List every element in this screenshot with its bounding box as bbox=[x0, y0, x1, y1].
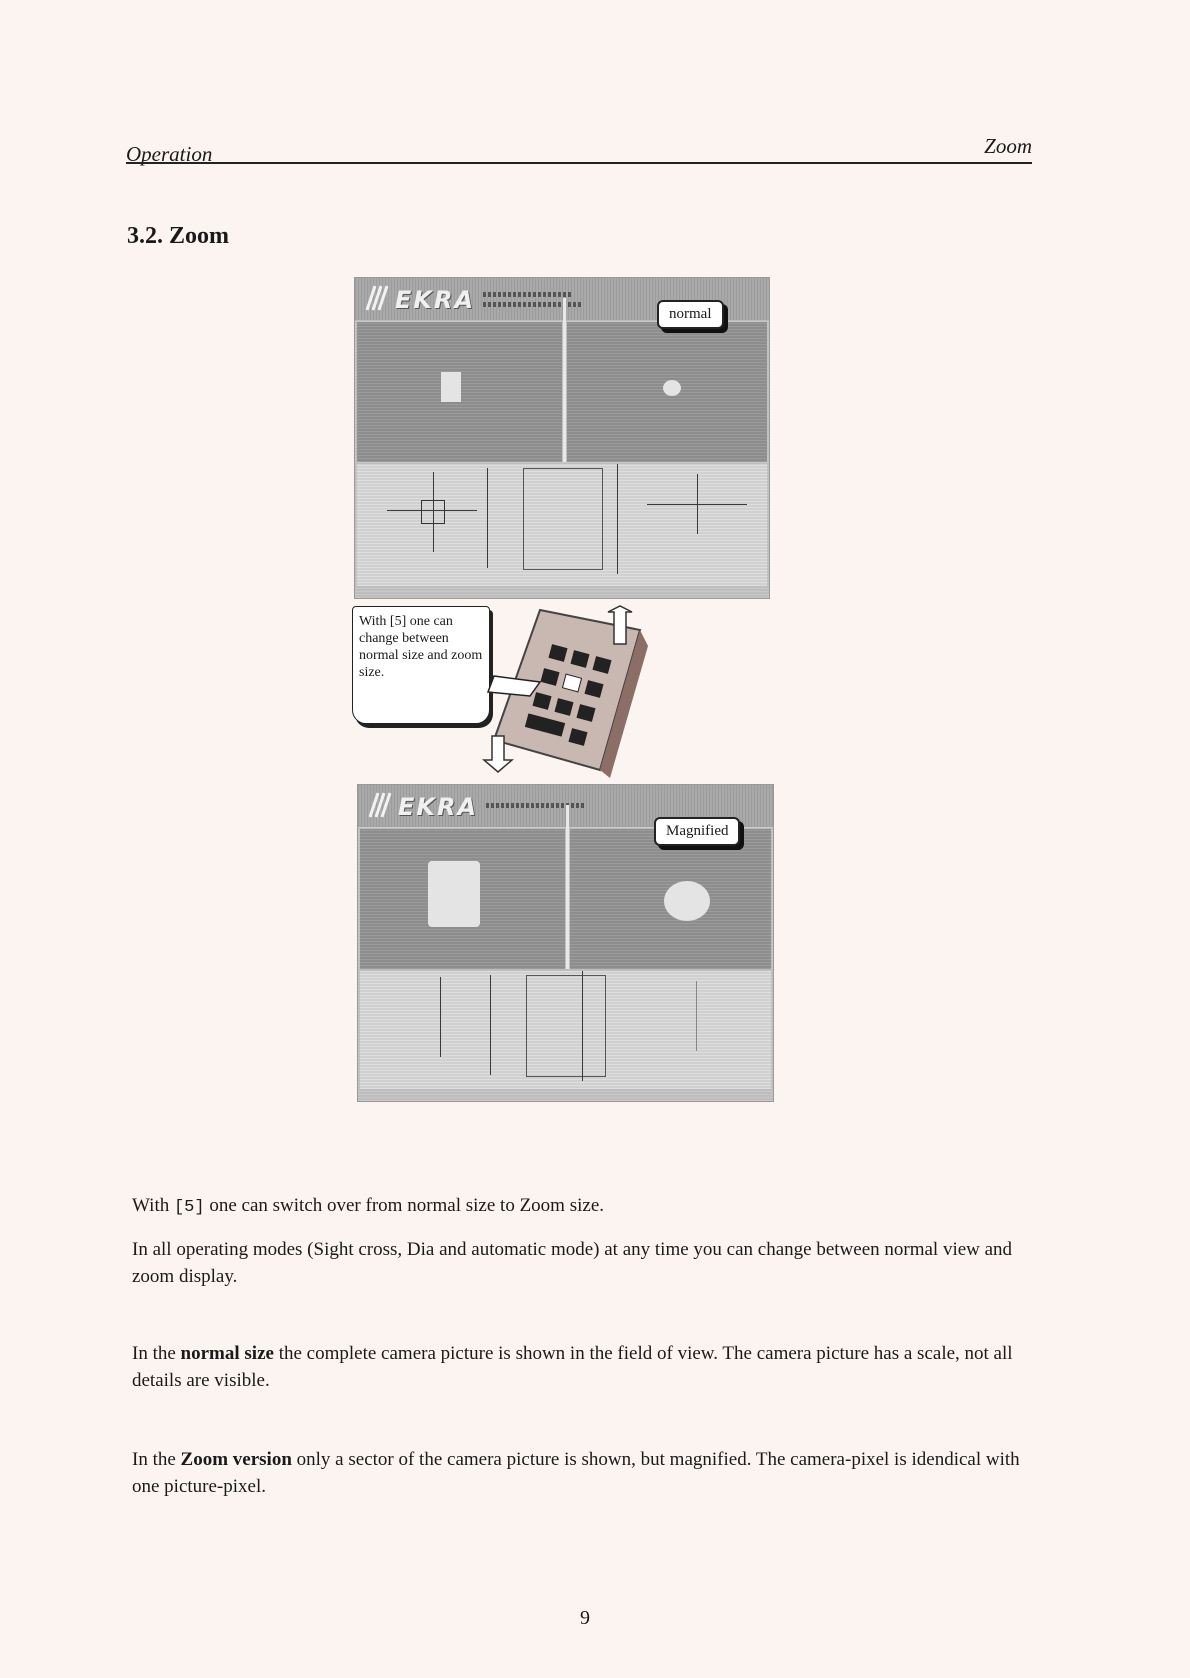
page-number: 9 bbox=[580, 1607, 590, 1629]
callout-box: With [5] one can change between normal size and zoom size. bbox=[352, 606, 490, 724]
pad-image-large bbox=[428, 861, 480, 927]
key-5-reference: [5] bbox=[173, 1198, 205, 1217]
header-topic: Zoom bbox=[984, 134, 1032, 158]
keypad-icon bbox=[480, 600, 650, 780]
p3-prefix: In the bbox=[132, 1343, 181, 1364]
ekra-logo-text: EKRA bbox=[398, 793, 479, 821]
paragraph-normal-size bbox=[132, 1340, 1038, 1394]
ball-image-small bbox=[663, 380, 681, 396]
p4-prefix: In the bbox=[132, 1449, 181, 1470]
p4-term: Zoom version bbox=[180, 1449, 292, 1470]
ekra-logo-icon bbox=[366, 791, 394, 819]
paragraph-zoom-version bbox=[132, 1446, 1038, 1500]
p3-suffix: the complete camera picture is shown in the field of view. The camera picture has a scale, not all details are visible. bbox=[132, 1343, 1013, 1391]
p4-suffix: only a sector of the camera picture is shown, but magnified. The camera-pixel is idendical with one picture-pixel. bbox=[132, 1449, 1020, 1497]
header-rule bbox=[126, 162, 1032, 164]
measurement-panel bbox=[360, 971, 771, 1089]
ekra-logo-text: EKRA bbox=[395, 286, 476, 314]
label-magnified: Magnified bbox=[654, 817, 740, 846]
section-title: 3.2. Zoom bbox=[127, 223, 229, 249]
ball-image-large bbox=[664, 881, 710, 921]
paragraph-switch bbox=[132, 1192, 1038, 1221]
p3-term: normal size bbox=[180, 1343, 274, 1364]
screenshot-magnified bbox=[357, 784, 774, 1102]
ekra-logo-icon bbox=[363, 284, 391, 312]
paragraph-modes: In all operating modes (Sight cross, Dia and automatic mode) at any time you can change between normal view and zoom display. bbox=[132, 1239, 1013, 1287]
label-normal: normal bbox=[657, 300, 724, 329]
measurement-panel bbox=[357, 464, 767, 586]
p1-prefix: With bbox=[132, 1195, 174, 1216]
pad-image-small bbox=[441, 372, 461, 402]
p1-suffix: one can switch over from normal size to Zoom size. bbox=[204, 1195, 605, 1216]
header-section-name: Operation bbox=[126, 142, 213, 166]
screenshot-normal bbox=[354, 277, 770, 599]
